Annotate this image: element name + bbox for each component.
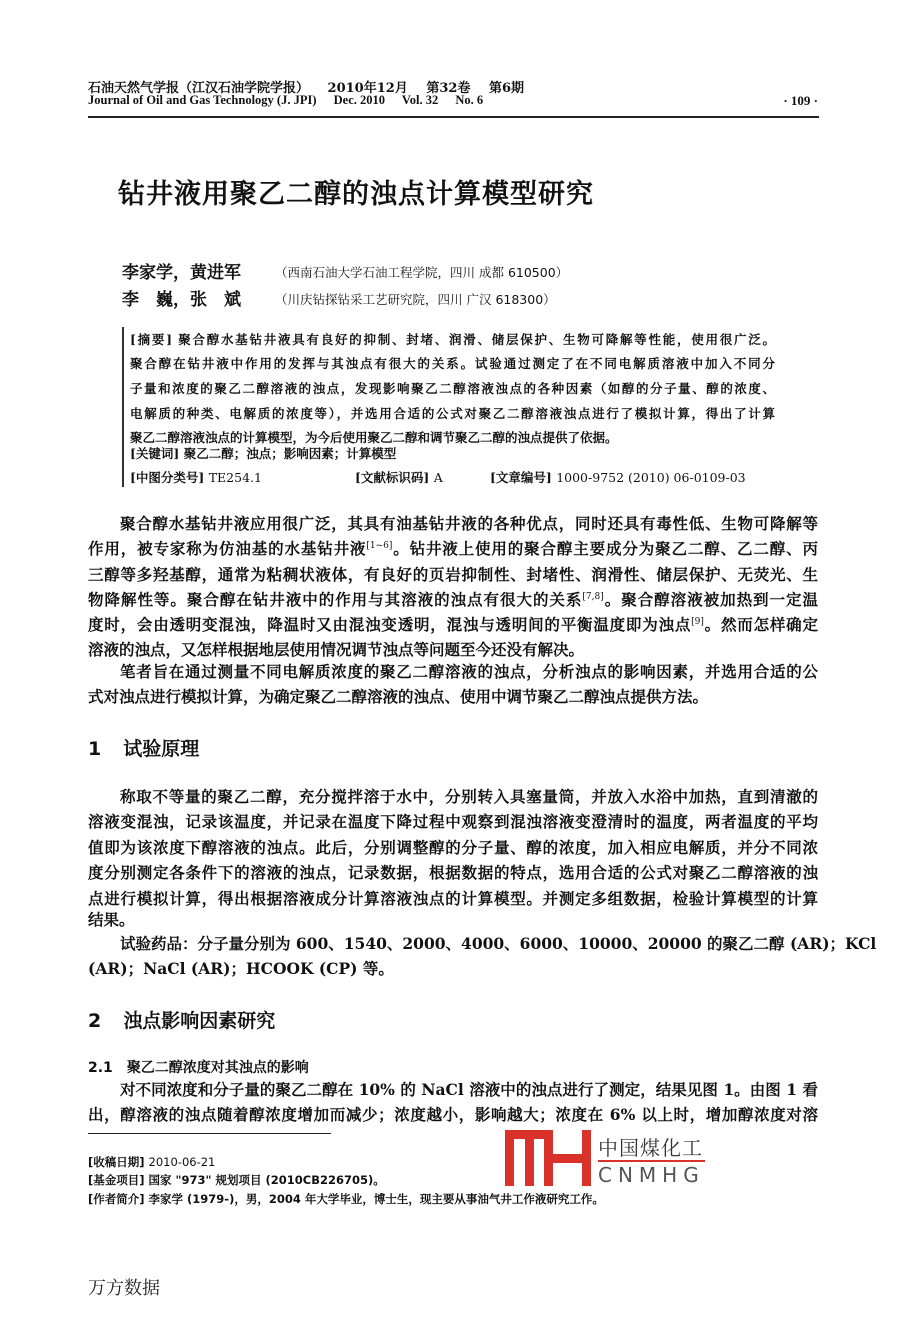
keywords (130, 446, 775, 462)
journal-name-cn: 石油天然气学报（江汉石油学院学报） (88, 81, 310, 96)
clc-value: TE254.1 (208, 470, 262, 485)
issue-date-en: Dec. 2010 (333, 93, 386, 107)
volume-cn: 第32卷 (426, 81, 471, 96)
source-mark: 万方数据 (88, 1278, 160, 1299)
section-number: 2 (88, 1010, 102, 1032)
doc-code-value: A (433, 470, 443, 485)
text: 作用，被专家称为仿油基的水基钻井液 (88, 539, 367, 558)
body-line: 度分别测定各条件下的溶液的浊点，记录数据，根据数据的特点，选用合适的公式对聚乙二醇溶液的浊 (88, 863, 818, 882)
section-heading (88, 734, 199, 761)
body-line: 结果。 (88, 910, 135, 929)
abstract-bar (122, 327, 124, 487)
text: 。然而怎样确定 (703, 615, 818, 634)
cnmhg-logo-icon (505, 1130, 591, 1186)
body-line: 笔者旨在通过测量不同电解质浓度的聚乙二醇溶液的浊点，分析浊点的影响因素，并选用合适的公 (120, 662, 818, 681)
journal-name-en: Journal of Oil and Gas Technology (J. JPI) (88, 93, 317, 107)
keywords-text: 聚乙二醇；浊点；影响因素；计算模型 (183, 446, 397, 461)
body-line: 称取不等量的聚乙二醇，充分搅拌溶于水中，分别转入具塞量筒，并放入水浴中加热，直到清澈的 (120, 787, 818, 806)
body-line: 溶液变混浊，记录该温度，并记录在温度下降过程中观察到混浊溶液变澄清时的温度，两者温度的平均 (88, 812, 818, 831)
doc-code-label: [文献标识码] (355, 470, 430, 485)
page-number: · 109 · (783, 93, 818, 108)
author-names: 李家学，黄进军 (122, 263, 241, 283)
abstract-line (130, 332, 775, 348)
subsection-heading (88, 1057, 309, 1077)
body-line: 值即为该浓度下醇溶液的浊点。此后，分别调整醇的分子量、醇的浓度，加入相应电解质，并分不同浓 (88, 838, 818, 857)
subsection-number: 2.1 (88, 1060, 113, 1076)
body-line: (AR)；NaCl (AR)；HCOOK (CP) 等。 (88, 959, 394, 978)
volume-en: Vol. 32 (401, 93, 439, 107)
footnote (88, 1191, 604, 1207)
header-rule (88, 116, 819, 118)
classification-row (130, 470, 775, 486)
text: 物降解性等。聚合醇在钻井液中的作用与其溶液的浊点有很大的关系 (88, 590, 583, 609)
footnote-text: 2010-06-21 (148, 1155, 216, 1169)
author-affiliation: （西南石油大学石油工程学院，四川 成都 610500） (275, 265, 569, 280)
body-line (88, 615, 818, 635)
article-no-label: [文章编号] (490, 470, 552, 485)
citation: [1~6] (366, 541, 393, 551)
body-line (88, 539, 818, 559)
section-title: 浊点影响因素研究 (123, 1010, 276, 1032)
author-affiliation: （川庆钻探钻采工艺研究院，四川 广汉 618300） (275, 292, 556, 307)
body-line: 三醇等多羟基醇，通常为粘稠状液体，有良好的页岩抑制性、封堵性、润滑性、储层保护、无荧光、生 (88, 565, 818, 584)
footnote-text: 李家学 (1979-)，男，2004 年大学毕业，博士生，现主要从事油气井工作液研究工作。 (148, 1192, 604, 1206)
body-line: 点进行模拟计算，得出根据溶液成分计算溶液浊点的计算模型。并测定多组数据，检验计算模型的计算 (88, 889, 818, 908)
keywords-label: [关键词] (130, 446, 180, 461)
issue-cn: 第6期 (488, 81, 525, 96)
article-no (490, 470, 746, 486)
abstract-text: 聚合醇水基钻井液具有良好的抑制、封堵、润滑、储层保护、生物可降解等性能，使用很广泛。 (178, 332, 775, 347)
body-line: 试验药品：分子量分别为 600、1540、2000、4000、6000、10000、20000 的聚乙二醇 (AR)；KCl (120, 934, 877, 953)
author-names: 李 巍，张 斌 (122, 290, 241, 310)
watermark-name-en: CNMHG (598, 1163, 705, 1187)
issue-en: No. 6 (455, 93, 484, 107)
text: 度时，会由透明变混浊，降温时又由混浊变透明，混浊与透明间的平衡温度即为浊点 (88, 615, 692, 634)
section-title: 试验原理 (123, 738, 200, 760)
body-line: 式对浊点进行模拟计算，为确定聚乙二醇溶液的浊点、使用中调节聚乙二醇浊点提供方法。 (88, 687, 709, 706)
abstract-line: 子量和浓度的聚乙二醇溶液的浊点，发现影响聚乙二醇溶液浊点的各种因素（如醇的分子量、醇的浓度、 (130, 381, 775, 396)
body-line: 出，醇溶液的浊点随着醇浓度增加而减少；浓度越小，影响越大；浓度在 6% 以上时，增加醇浓度对溶 (88, 1105, 818, 1124)
section-number: 1 (88, 738, 102, 760)
abstract-label: [摘要] (130, 332, 173, 347)
citation: [9] (691, 617, 704, 627)
footnote (88, 1172, 385, 1188)
clc-label: [中图分类号] (130, 470, 205, 485)
footnote-text: 国家 "973" 规划项目 (2010CB226705)。 (148, 1173, 385, 1187)
paper-title: 钻井液用聚乙二醇的浊点计算模型研究 (118, 179, 594, 210)
text: 。钻井液上使用的聚合醇主要成分为聚乙二醇、乙二醇、丙 (392, 539, 818, 558)
footnote (88, 1154, 215, 1170)
subsection-title: 聚乙二醇浓度对其浊点的影响 (126, 1060, 309, 1076)
abstract-line: 聚合醇在钻井液中作用的发挥与其浊点有很大的关系。试验通过测定了在不同电解质溶液中加入不同分 (130, 356, 775, 371)
body-line: 溶液的浊点，又怎样根据地层使用情况调节浊点等问题至今还没有解决。 (88, 640, 585, 659)
abstract-line: 聚乙二醇溶液浊点的计算模型，为今后使用聚乙二醇和调节聚乙二醇的浊点提供了依据。 (130, 430, 618, 445)
body-line (88, 590, 818, 610)
issue-date-cn: 2010年12月 (327, 81, 408, 96)
footnote-label: [收稿日期] (88, 1155, 145, 1169)
watermark-name-cn: 中国煤化工 (598, 1136, 703, 1160)
body-line: 对不同浓度和分子量的聚乙二醇在 10% 的 NaCl 溶液中的浊点进行了测定，结果见图 1。由图 1 看 (120, 1080, 818, 1099)
doc-code (355, 470, 443, 486)
watermark-rule (598, 1160, 705, 1162)
text: 。聚合醇溶液被加热到一定温 (603, 590, 818, 609)
footnote-label: [作者简介] (88, 1192, 145, 1206)
body-line: 聚合醇水基钻井液应用很广泛，其具有油基钻井液的各种优点，同时还具有毒性低、生物可降解等 (120, 514, 818, 533)
citation: [7,8] (582, 592, 604, 602)
section-heading (88, 1006, 275, 1033)
abstract-line: 电解质的种类、电解质的浓度等），并选用合适的公式对聚乙二醇溶液浊点进行了模拟计算，得出了计算 (130, 406, 775, 421)
footnote-rule (88, 1133, 331, 1134)
journal-header-en (88, 93, 497, 108)
article-no-value: 1000-9752 (2010) 06-0109-03 (556, 470, 746, 485)
footnote-label: [基金项目] (88, 1173, 145, 1187)
